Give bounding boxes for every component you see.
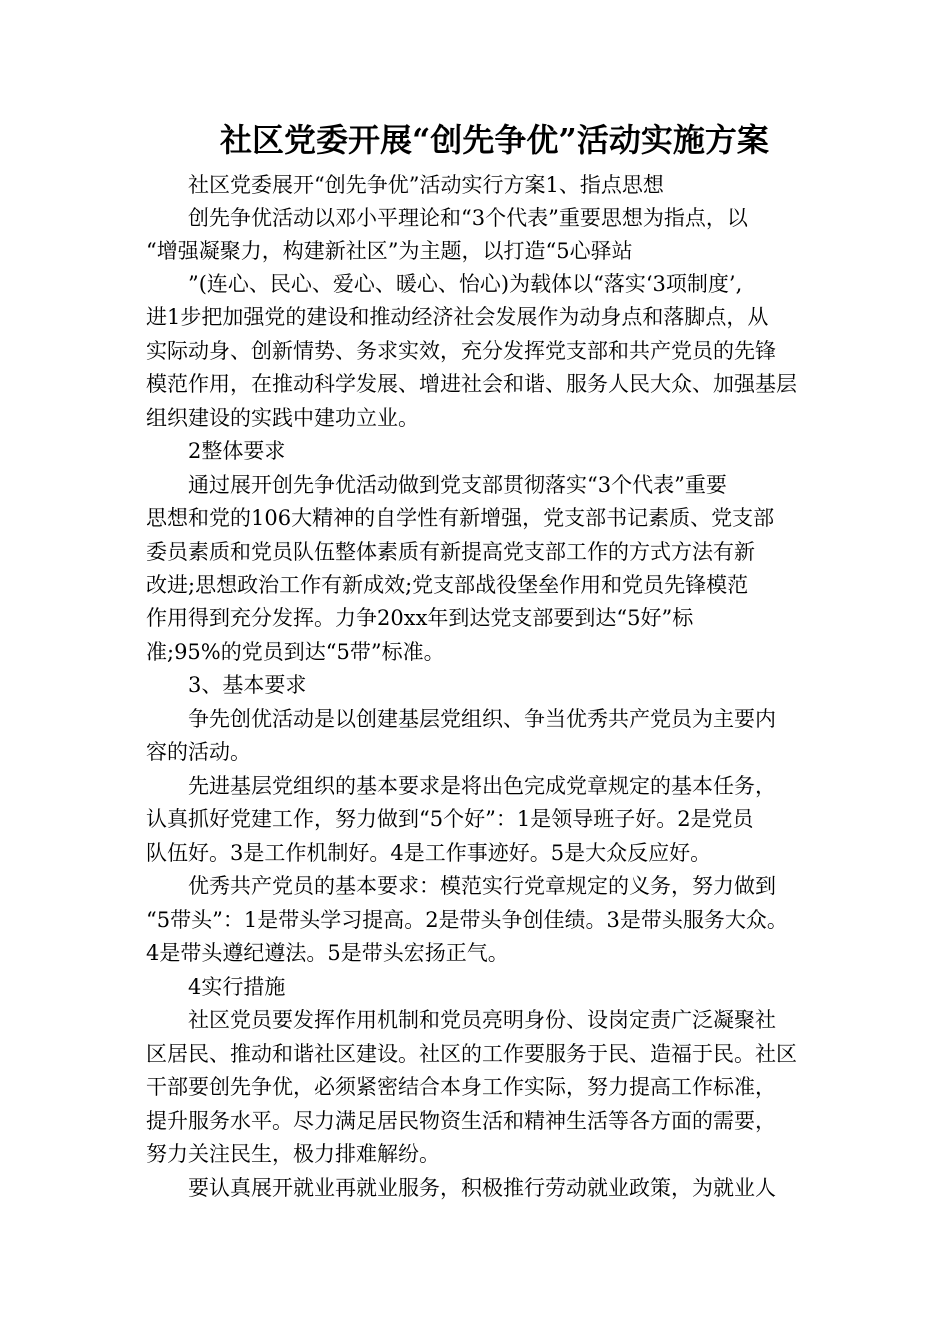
section-heading: 3、基本要求: [188, 673, 307, 697]
text-line: 进1步把加强党的建设和推动经济社会发展作为动身点和落脚点，从: [146, 305, 769, 329]
text-line: 争先创优活动是以创建基层党组织、争当优秀共产党员为主要内: [188, 707, 776, 731]
text-line: 作用得到充分发挥。力争20xx年到达党支部要到达“5好”标: [146, 606, 694, 630]
text-line: 实际动身、创新情势、务求实效，充分发挥党支部和共产党员的先锋: [146, 339, 776, 363]
text-line: 区居民、推动和谐社区建设。社区的工作要服务于民、造福于民。社区: [146, 1042, 797, 1066]
text-line: 认真抓好党建工作，努力做到“5个好”：1是领导班子好。2是党员: [146, 807, 754, 831]
text-line: 要认真展开就业再就业服务，积极推行劳动就业政策，为就业人: [188, 1176, 776, 1200]
text-line: 4是带头遵纪遵法。5是带头宏扬正气。: [146, 941, 509, 965]
text-line: 改进;思想政治工作有新成效;党支部战役堡垒作用和党员先锋模范: [146, 573, 749, 597]
text-line: 提升服务水平。尽力满足居民物资生活和精神生活等各方面的需要，: [146, 1109, 776, 1133]
text-line: ”(连心、民心、爱心、暖心、怡心)为载体以“落实‘3项制度’,: [188, 272, 743, 296]
text-line: 思想和党的106大精神的自学性有新增强，党支部书记素质、党支部: [146, 506, 775, 530]
text-line: 先进基层党组织的基本要求是将出色完成党章规定的基本任务，: [188, 774, 776, 798]
text-line: 通过展开创先争优活动做到党支部贯彻落实“3个代表”重要: [188, 473, 727, 497]
text-line: 优秀共产党员的基本要求：模范实行党章规定的义务，努力做到: [188, 874, 776, 898]
text-line: 容的活动。: [146, 740, 251, 764]
text-line: “增强凝聚力，构建新社区”为主题，以打造“5心驿站: [146, 239, 633, 263]
text-line: 组织建设的实践中建功立业。: [146, 406, 419, 430]
text-line: 社区党委展开“创先争优”活动实行方案1、指点思想: [188, 173, 664, 197]
text-line: 模范作用，在推动科学发展、增进社会和谐、服务人民大众、加强基层: [146, 372, 797, 396]
section-heading: 2整体要求: [188, 439, 286, 463]
text-line: 准;95%的党员到达“5带”标准。: [146, 640, 445, 664]
section-heading: 4实行措施: [188, 975, 286, 999]
text-line: 委员素质和党员队伍整体素质有新提高党支部工作的方式方法有新: [146, 540, 755, 564]
text-line: “5带头”：1是带头学习提高。2是带头争创佳绩。3是带头服务大众。: [146, 908, 788, 932]
document-title: 社区党委开展“创先争优”活动实施方案: [220, 121, 769, 159]
text-line: 干部要创先争优，必须紧密结合本身工作实际，努力提高工作标准，: [146, 1075, 776, 1099]
text-line: 创先争优活动以邓小平理论和“3个代表”重要思想为指点，以: [188, 206, 748, 230]
text-line: 社区党员要发挥作用机制和党员亮明身份、设岗定责广泛凝聚社: [188, 1008, 776, 1032]
text-line: 努力关注民生，极力排难解纷。: [146, 1142, 440, 1166]
text-line: 队伍好。3是工作机制好。4是工作事迹好。5是大众反应好。: [146, 841, 712, 865]
